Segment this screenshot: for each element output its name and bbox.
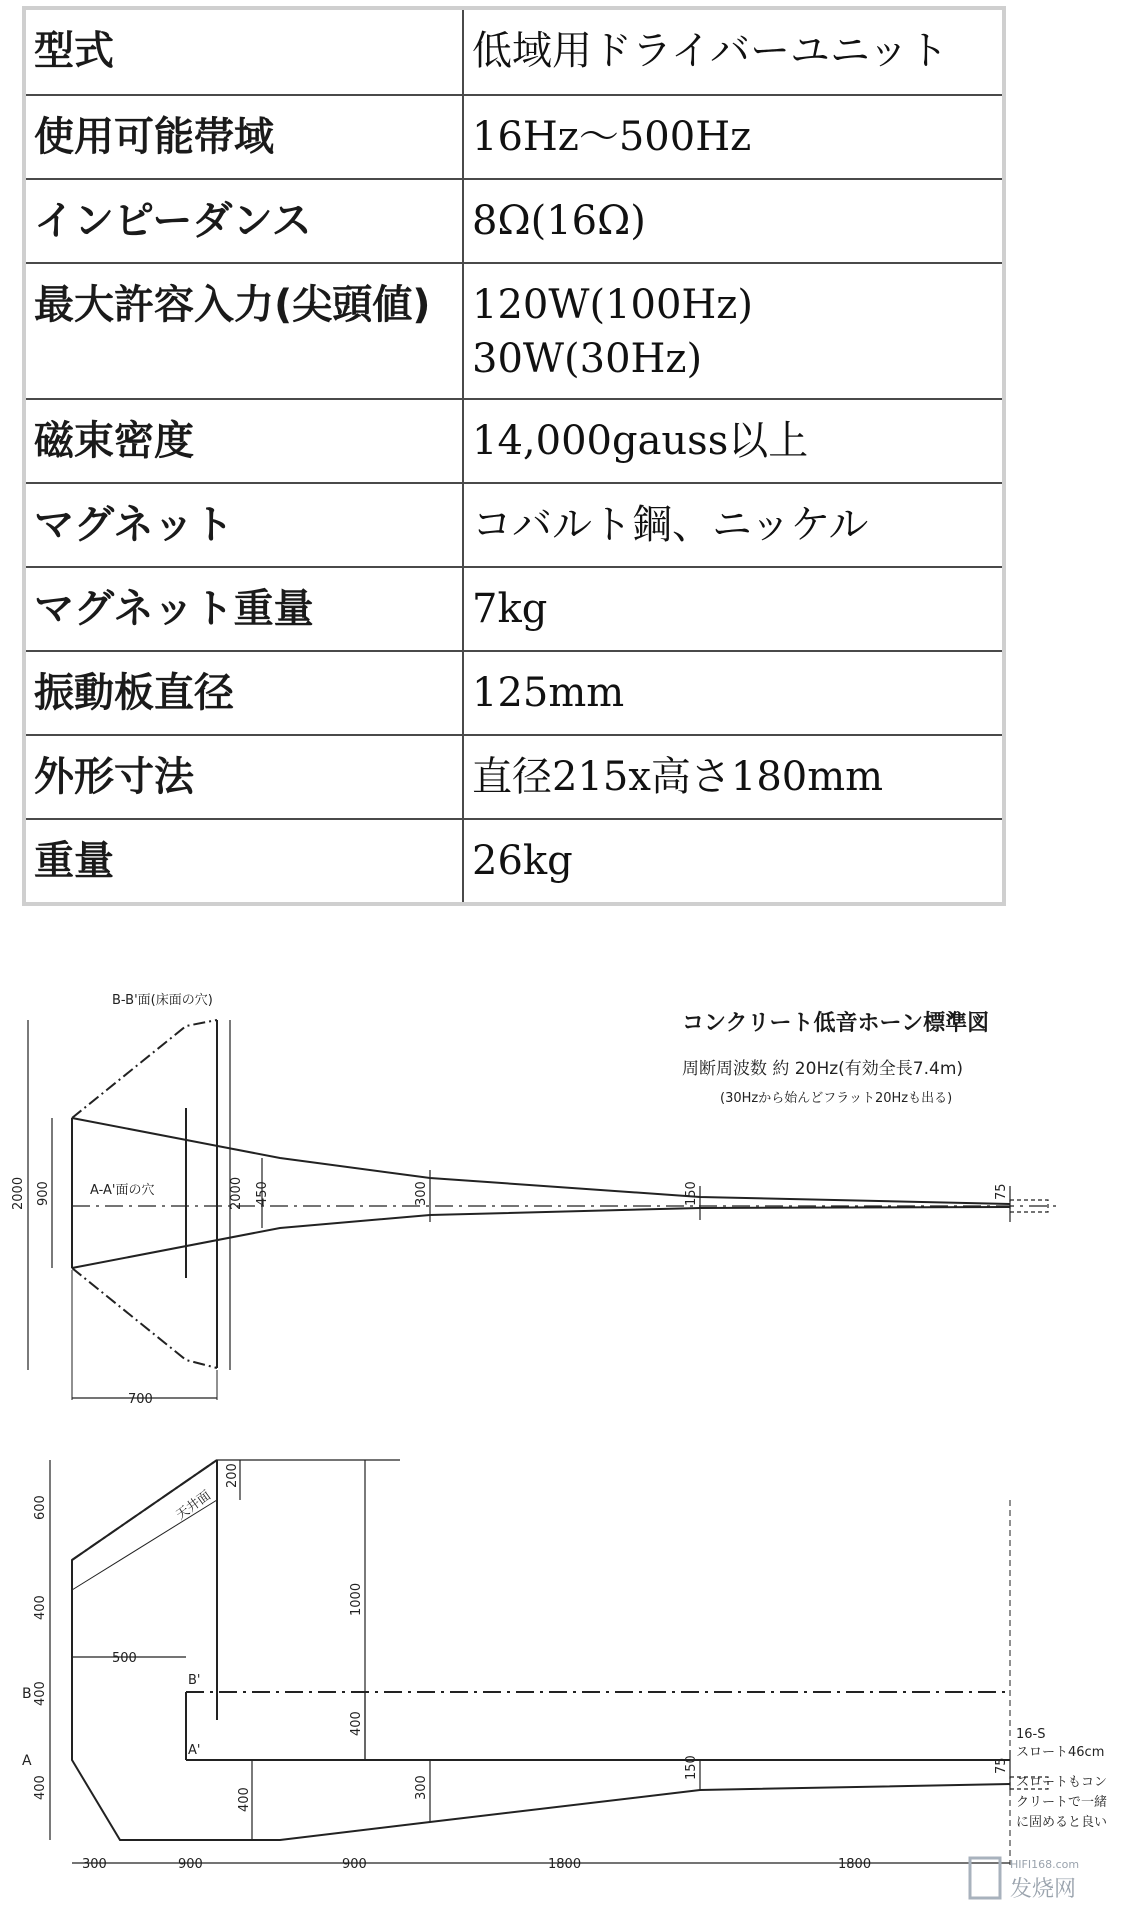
spec-row [24,651,1004,735]
spec-value [463,95,1004,179]
label-dim-1000: 1000 [349,1582,364,1616]
horn-diagram-svg [0,960,1146,1920]
label-throat-note-1: スロートもコン [1016,1775,1108,1790]
spec-row [24,483,1004,567]
label-dim-600: 600 [33,1495,48,1520]
label-driver: 16-S [1016,1727,1046,1742]
spec-value-line: 直径215x高さ180mm [472,754,884,800]
spec-value-line: コバルト鋼、ニッケル [472,502,869,548]
label-b-prime: B' [188,1673,201,1688]
top-bb-projection-upper [72,1020,217,1118]
spec-row [24,819,1004,904]
spec-row [24,95,1004,179]
spec-row [24,179,1004,263]
label-dim-150: 150 [684,1181,699,1206]
top-horn-upper-wall [72,1118,1010,1204]
diagram-subtitle: 周断周波数 約 20Hz(有効全長7.4m) [682,1059,964,1079]
label-dim-bottom-1800-b: 1800 [838,1857,872,1872]
label-bb-plane: B-B'面(床面の穴) [112,993,213,1008]
spec-value-line: 125mm [472,670,625,716]
top-bb-projection-lower [72,1268,217,1368]
spec-row [24,399,1004,483]
spec-value [463,8,1004,95]
spec-label: 磁束密度 [24,399,463,483]
label-dim-300-side: 300 [414,1775,429,1800]
spec-value-line: 14,000gauss以上 [472,418,809,464]
spec-value [463,179,1004,263]
spec-value-line: 低域用ドライバーユニット [472,28,949,74]
spec-table-body [24,8,1004,904]
spec-row [24,567,1004,651]
label-aa-plane: A-A'面の穴 [90,1183,155,1198]
label-dim-300: 300 [414,1181,429,1206]
horn-diagram [0,960,1146,1920]
top-horn-lower-wall [72,1207,1010,1268]
label-dim-bottom-300: 300 [82,1857,107,1872]
label-dim-bottom-900-b: 900 [342,1857,367,1872]
watermark-site: HIFI168.com [1010,1858,1080,1871]
spec-value-line: 30W(30Hz) [472,336,703,382]
spec-label: 外形寸法 [24,735,463,819]
spec-value-line: 8Ω(16Ω) [472,198,646,244]
label-dim-700: 700 [128,1392,153,1407]
spec-label: マグネット [24,483,463,567]
label-dim-450: 450 [255,1181,270,1206]
label-dim-bottom-900-a: 900 [178,1857,203,1872]
spec-value-line: 26kg [472,838,573,884]
spec-value [463,819,1004,904]
diagram-note: (30Hzから始んどフラット20Hzも出る) [720,1091,953,1106]
label-dim-75-side: 75 [994,1757,1009,1774]
label-dim-900: 900 [36,1181,51,1206]
label-dim-200: 200 [225,1463,240,1488]
spec-label: 重量 [24,819,463,904]
spec-label: 振動板直径 [24,651,463,735]
label-a: A [22,1753,32,1769]
spec-value-line: 7kg [472,586,548,632]
spec-label: インピーダンス [24,179,463,263]
spec-value [463,263,1004,399]
label-dim-75-top: 75 [994,1183,1009,1200]
label-throat: スロート46cm [1016,1745,1105,1760]
diagram-title: コンクリート低音ホーン標準図 [682,1011,990,1036]
spec-label: 使用可能帯域 [24,95,463,179]
spec-label: 型式 [24,8,463,95]
spec-value-line: 16Hz～500Hz [472,114,752,160]
label-a-prime: A' [188,1743,201,1758]
label-dim-2000-left: 2000 [11,1176,26,1210]
watermark-name: 发烧网 [1010,1877,1077,1902]
label-b: B [22,1686,32,1702]
spec-value [463,735,1004,819]
spec-table [22,6,1006,906]
spec-value [463,483,1004,567]
spec-value-line: 120W(100Hz) [472,282,753,328]
watermark [970,1858,1079,1902]
label-dim-400-inner: 400 [349,1711,364,1736]
spec-value [463,399,1004,483]
label-dim-2000-right: 2000 [229,1176,244,1210]
spec-row [24,8,1004,95]
label-dim-500: 500 [112,1651,137,1666]
label-dim-400-b: 400 [33,1681,48,1706]
spec-row [24,735,1004,819]
label-throat-note-3: に固めると良い [1016,1815,1108,1830]
spec-label: マグネット重量 [24,567,463,651]
watermark-logo-icon [970,1858,1000,1898]
side-outer-wall [72,1460,1010,1840]
label-dim-400-a: 400 [33,1595,48,1620]
spec-value [463,651,1004,735]
label-dim-150-side: 150 [684,1755,699,1780]
label-throat-note-2: クリートで一緒 [1016,1795,1108,1810]
label-ceiling: 天井面 [173,1488,214,1524]
spec-value [463,567,1004,651]
spec-row [24,263,1004,399]
label-dim-400-lower: 400 [237,1787,252,1812]
label-dim-bottom-1800-a: 1800 [548,1857,582,1872]
label-dim-400-c: 400 [33,1775,48,1800]
spec-label: 最大許容入力(尖頭値) [24,263,463,399]
